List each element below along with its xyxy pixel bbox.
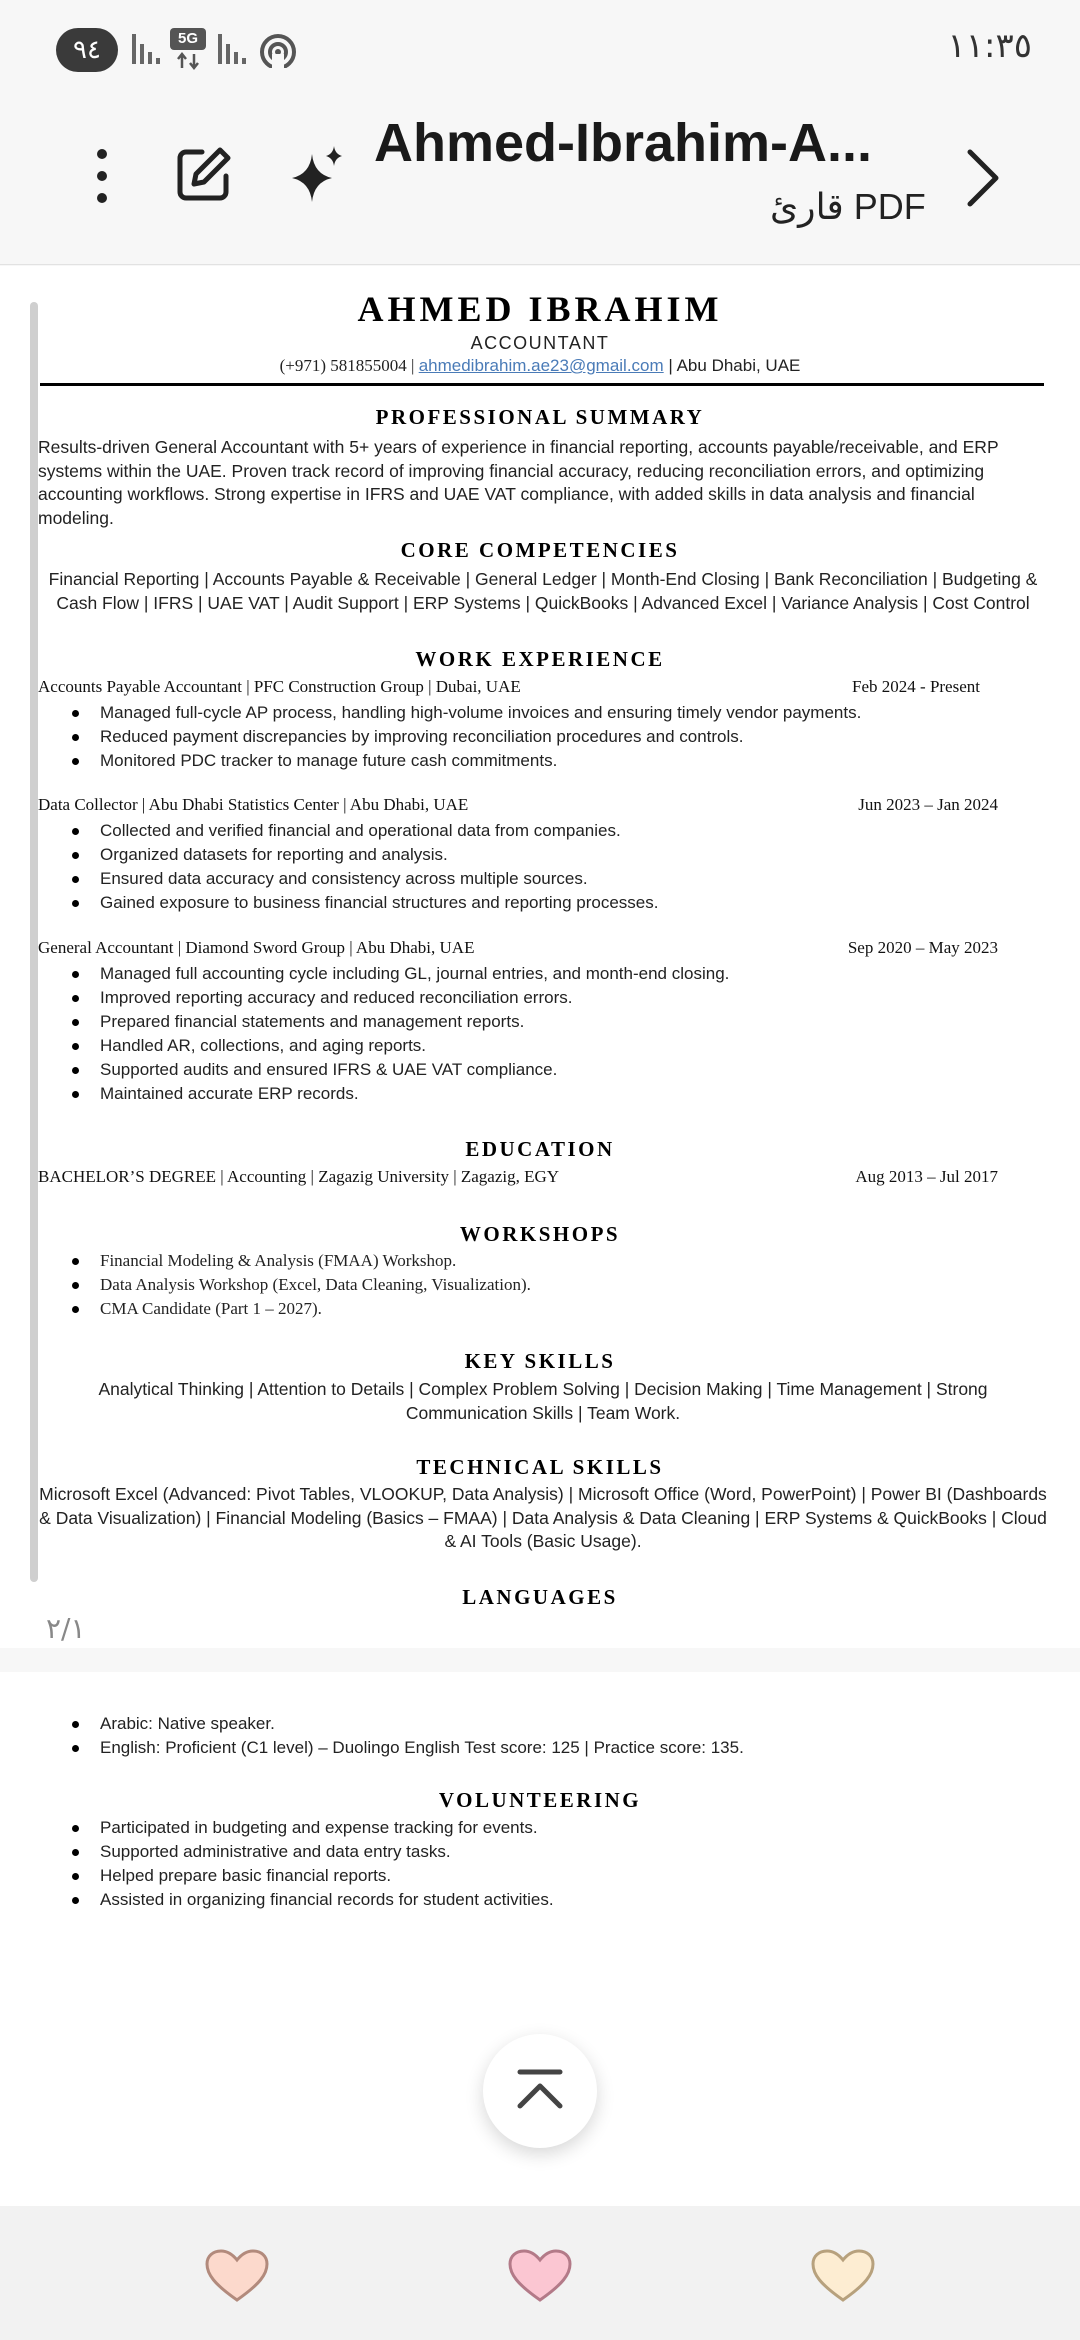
- languages-heading: LANGUAGES: [462, 1585, 618, 1609]
- education-heading: EDUCATION: [465, 1137, 615, 1161]
- job-bullets: [70, 962, 1030, 1106]
- list-item: Assisted in organizing financial records for student activities.: [70, 1888, 1030, 1912]
- list-item: Monitored PDC tracker to manage future cash commitments.: [70, 749, 1030, 773]
- email-link[interactable]: ahmedibrahim.ae23@gmail.com: [418, 356, 664, 375]
- list-item: Maintained accurate ERP records.: [70, 1082, 1030, 1106]
- header-divider: [40, 383, 1044, 386]
- top-toolbar: [0, 100, 1080, 265]
- technical-skills-heading: TECHNICAL SKILLS: [416, 1455, 664, 1479]
- list-item: Data Analysis Workshop (Excel, Data Cleaning, Visualization).: [70, 1273, 1030, 1297]
- job-bullets: [70, 701, 1030, 773]
- page-indicator: ٢/١: [46, 1612, 86, 1645]
- competencies-heading: CORE COMPETENCIES: [400, 538, 680, 562]
- volunteering-list: [70, 1816, 1030, 1912]
- list-item: Gained exposure to business financial structures and reporting processes.: [70, 891, 1030, 915]
- location: | Abu Dhabi, UAE: [663, 356, 801, 375]
- competencies-text: Financial Reporting | Accounts Payable & Receivable | General Ledger | Month-End Closing | Bank Reconciliation | Budgeting & Cash Flow | IFRS | UAE VAT | Audit Support | ERP Systems | QuickBooks | Advanced Excel | Variance Analysis | Cost Control: [48, 569, 1038, 613]
- resume-name: AHMED IBRAHIM: [357, 289, 723, 329]
- network-5g-icon: 5G: [170, 28, 210, 70]
- list-item: English: Proficient (C1 level) – Duolingo English Test score: 125 | Practice score: 135.: [70, 1736, 1030, 1760]
- volunteering-heading: VOLUNTEERING: [438, 1788, 642, 1812]
- scrollbar-thumb[interactable]: [30, 302, 38, 1582]
- job-title-text: Data Collector | Abu Dhabi Statistics Center | Abu Dhabi, UAE: [38, 795, 469, 814]
- app-name: قارئ PDF: [770, 186, 926, 227]
- technical-skills-text: Microsoft Excel (Advanced: Pivot Tables, VLOOKUP, Data Analysis) | Microsoft Office (Word, PowerPoint) | Power BI (Dashboards & Data Visualization) | Financial Modeling (Basics – FMAA) | Data Analysis & Data Cleaning | ERP Systems & QuickBooks | Cloud & AI Tools (Basic Usage).: [39, 1484, 1047, 1551]
- bottom-bar: [0, 2206, 1080, 2340]
- status-bar: [0, 0, 1080, 100]
- key-skills-text: Analytical Thinking | Attention to Details | Complex Problem Solving | Decision Making | Time Management | Strong Communication Skills | Team Work.: [98, 1379, 988, 1423]
- job-date: Feb 2024 - Present: [852, 677, 980, 696]
- key-skills-heading: KEY SKILLS: [464, 1349, 616, 1373]
- languages-list: [70, 1712, 1030, 1760]
- list-item: Managed full-cycle AP process, handling high-volume invoices and ensuring timely vendor payments.: [70, 701, 1030, 725]
- list-item: CMA Candidate (Part 1 – 2027).: [70, 1297, 1030, 1321]
- clock: ١١:٣٥: [947, 26, 1032, 66]
- battery-indicator: ٩٤: [56, 28, 118, 72]
- job-date: Jun 2023 – Jan 2024: [858, 795, 998, 814]
- education-entry: [38, 1167, 998, 1187]
- job-title: [38, 795, 998, 815]
- list-item: Supported audits and ensured IFRS & UAE VAT compliance.: [70, 1058, 1030, 1082]
- job-title: [38, 938, 998, 958]
- list-item: Ensured data accuracy and consistency across multiple sources.: [70, 867, 1030, 891]
- hotspot-icon: [258, 32, 298, 68]
- list-item: Improved reporting accuracy and reduced reconciliation errors.: [70, 986, 1030, 1010]
- workshops-list: [70, 1249, 1030, 1321]
- phone: (+971) 581855004 |: [279, 356, 419, 375]
- list-item: Managed full accounting cycle including GL, journal entries, and month-end closing.: [70, 962, 1030, 986]
- job-bullets: [70, 819, 1030, 915]
- chevron-right-icon[interactable]: [962, 146, 1002, 210]
- job-title-text: Accounts Payable Accountant | PFC Construction Group | Dubai, UAE: [38, 677, 521, 696]
- list-item: Handled AR, collections, and aging reports.: [70, 1034, 1030, 1058]
- list-item: Reduced payment discrepancies by improving reconciliation procedures and controls.: [70, 725, 1030, 749]
- education-date: Aug 2013 – Jul 2017: [855, 1167, 998, 1186]
- more-vertical-icon[interactable]: [80, 146, 124, 206]
- list-item: Participated in budgeting and expense tracking for events.: [70, 1816, 1030, 1840]
- sparkle-icon[interactable]: [290, 144, 346, 204]
- scroll-top-button[interactable]: [483, 2034, 597, 2148]
- edit-icon[interactable]: [174, 144, 234, 204]
- data-arrows-icon: [176, 52, 202, 70]
- summary-heading: PROFESSIONAL SUMMARY: [375, 405, 705, 429]
- list-item: Arabic: Native speaker.: [70, 1712, 1030, 1736]
- resume-role: ACCOUNTANT: [470, 333, 610, 353]
- list-item: Prepared financial statements and management reports.: [70, 1010, 1030, 1034]
- scroll-top-icon: [516, 2068, 564, 2112]
- signal-icon-2: [216, 30, 248, 66]
- list-item: Helped prepare basic financial reports.: [70, 1864, 1030, 1888]
- list-item: Supported administrative and data entry tasks.: [70, 1840, 1030, 1864]
- experience-heading: WORK EXPERIENCE: [415, 647, 665, 671]
- education-text: BACHELOR’S DEGREE | Accounting | Zagazig University | Zagazig, EGY: [38, 1167, 560, 1186]
- job-date: Sep 2020 – May 2023: [847, 938, 998, 957]
- summary-text: Results-driven General Accountant with 5+ years of experience in financial reporting, accounts payable/receivable, and ERP systems within the UAE. Proven track record of improving financial accuracy, reducing reconciliation errors, and optimizing accounting workflows. Strong expertise in IFRS and UAE VAT compliance, with added skills in data analysis and financial modeling.: [38, 437, 999, 528]
- list-item: Organized datasets for reporting and analysis.: [70, 843, 1030, 867]
- heart-icon[interactable]: [810, 2248, 876, 2304]
- document-title: Ahmed-Ibrahim-A...: [374, 113, 873, 173]
- contact-line: [0, 356, 1080, 376]
- workshops-heading: WORKSHOPS: [459, 1222, 621, 1246]
- list-item: Collected and verified financial and operational data from companies.: [70, 819, 1030, 843]
- job-title-text: General Accountant | Diamond Sword Group | Abu Dhabi, UAE: [38, 938, 475, 957]
- list-item: Financial Modeling & Analysis (FMAA) Workshop.: [70, 1249, 1030, 1273]
- signal-icon: [130, 30, 162, 66]
- heart-icon[interactable]: [507, 2248, 573, 2304]
- heart-icon[interactable]: [204, 2248, 270, 2304]
- job-title: [38, 677, 998, 697]
